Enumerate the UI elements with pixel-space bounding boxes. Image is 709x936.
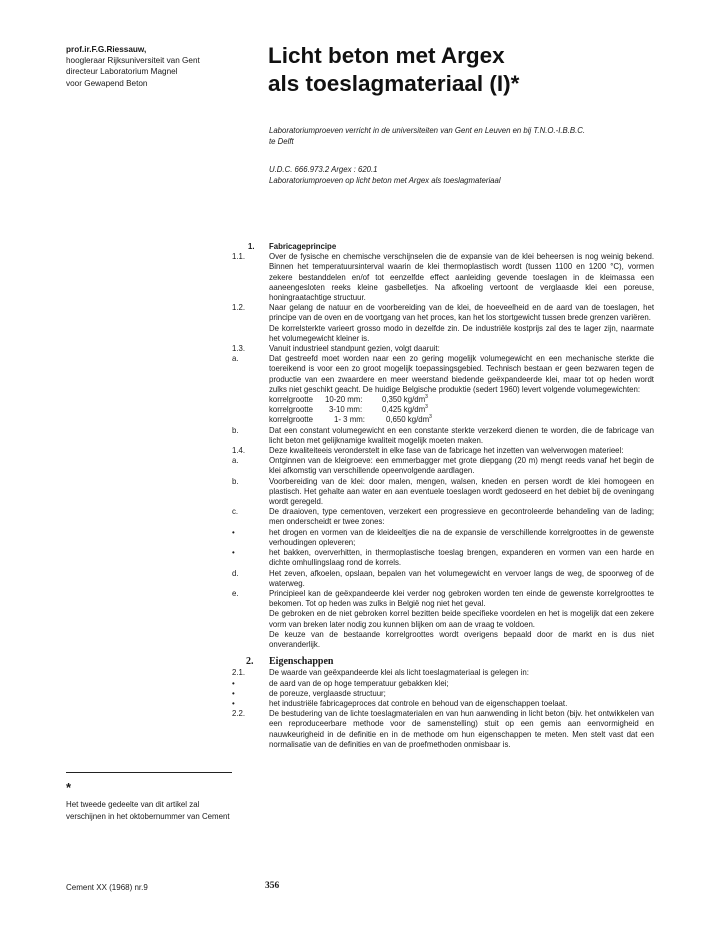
bullet-icon: • xyxy=(232,698,235,708)
section-1-heading xyxy=(232,242,654,252)
list-text: Principieel kan de geëxpandeerde klei verder nog gebroken worden ten einde de gewenste korrelgroottes te bekomen. Tot op heden was zulks in België nog niet het geval. xyxy=(269,588,654,609)
list-text: De draaioven, type cementoven, verzekert een progressieve en gecontroleerde behandeling van de lading; men onderscheidt er twee zones: xyxy=(269,507,654,527)
paragraph-1-1 xyxy=(232,252,654,303)
density-exponent: 3 xyxy=(425,394,428,401)
journal-citation: Cement XX (1968) nr.9 xyxy=(66,883,148,892)
paragraph-text: Deze kwaliteiteeis veronderstelt in elke fase van de fabricage het inzetten van welverwogen materieel: xyxy=(269,446,624,456)
author-affiliation-1: hoogleraar Rijksuniversiteit van Gent xyxy=(66,56,200,66)
list-label: e. xyxy=(232,588,239,598)
density-range: 10-20 mm: xyxy=(325,395,363,405)
udc-description: Laboratoriumproeven op licht beton met Argex als toeslagmateriaal xyxy=(269,176,501,186)
bullet-item-1-4-c-1 xyxy=(232,528,654,548)
paragraph-text: Naar gelang de natuur en de voorbereiding van de klei, de hoeveelheid en de aard van de toeslagen, het principe van de oven en de voortgang van het proces, kan het los stortgewicht tussen brede grenzen variëren. xyxy=(269,303,654,323)
paragraph-text: De waarde van geëxpandeerde klei als licht toeslagmateriaal is gelegen in: xyxy=(269,668,529,678)
paragraph-number: 1.2. xyxy=(232,303,246,313)
udc-code: U.D.C. 666.973.2 Argex : 620.1 xyxy=(269,165,378,174)
section-title: Fabricageprincipe xyxy=(269,242,337,251)
bullet-item-2-1-2 xyxy=(232,689,654,699)
section-number: 1. xyxy=(248,242,255,251)
density-range: 3-10 mm: xyxy=(329,405,363,415)
list-text: het industriële fabricageproces dat controle en behoud van de eigenschappen toelaat. xyxy=(269,698,568,708)
bullet-icon: • xyxy=(232,688,235,698)
article-body xyxy=(232,242,654,750)
list-item-1-4-d xyxy=(232,569,654,589)
bullet-item-1-4-c-2 xyxy=(232,548,654,568)
paragraph-1-3 xyxy=(232,344,654,354)
list-label: a. xyxy=(232,456,239,466)
list-label: b. xyxy=(232,476,239,486)
density-value: 0,350 kg/dm xyxy=(382,395,426,405)
list-item-1-4-c xyxy=(232,507,654,527)
paragraph-number: 1.1. xyxy=(232,252,246,262)
list-text: Voorbereiding van de klei: door malen, mengen, walsen, kneden en persen wordt de klei homogeen en plastisch. Het gehalte aan water en aan eventuele toeslagen wordt gedoseerd en het debiet bij de oveningang wordt geregeld. xyxy=(269,476,654,507)
list-item-1-4-e-continued xyxy=(232,609,654,629)
paragraph-1-4 xyxy=(232,446,654,456)
paragraph-number: 2.2. xyxy=(232,709,246,719)
paragraph-text: Vanuit industrieel standpunt gezien, volgt daaruit: xyxy=(269,344,440,354)
article-title xyxy=(268,42,688,98)
density-range: 1- 3 mm: xyxy=(334,415,365,425)
list-text: Dat gestreefd moet worden naar een zo gering mogelijk volumegewicht en een mechanische sterkte die toereikend is voor een zo groot mogelijk toepassingsgebied. Technisch bestaan er geen bezwaren tegen de productie van een zwaardere en meer weerstand biedende geëxpandeerde klei, maar tot op heden wordt zulks niet geschikt geacht. De huidige Belgische produktie (sedert 1960) levert volgende volumegewichten: xyxy=(269,354,654,394)
list-text: De keuze van de bestaande korrelgroottes wordt overigens bepaald door de markt en is dus niet onveranderlijk. xyxy=(269,629,654,649)
paragraph-1-2-continued xyxy=(232,324,654,344)
author-block xyxy=(66,44,236,89)
bullet-icon: • xyxy=(232,678,235,688)
article-subtitle xyxy=(269,125,679,147)
density-row xyxy=(269,405,654,415)
list-text: het drogen en vormen van de kleideeltjes die na de expansie de verschillende korrelgroottes in de gewenste verhoudingen opleveren; xyxy=(269,527,654,547)
list-item-1-3-b xyxy=(232,426,654,446)
section-2-heading xyxy=(232,657,654,667)
section-title: Eigenschappen xyxy=(269,656,334,668)
title-line-2: als toeslagmateriaal (I)* xyxy=(268,71,520,96)
density-label: korrelgrootte xyxy=(269,415,314,425)
author-name: prof.ir.F.G.Riessauw, xyxy=(66,45,147,54)
author-affiliation-2: directeur Laboratorium Magnel xyxy=(66,67,178,77)
footnote-text: Het tweede gedeelte van dit artikel zal verschijnen in het oktobernummer van Cement xyxy=(66,800,230,821)
subtitle-line-2: te Delft xyxy=(269,137,294,147)
list-item-1-4-a xyxy=(232,456,654,476)
bullet-item-2-1-3 xyxy=(232,699,654,709)
list-label: c. xyxy=(232,507,239,517)
density-label: korrelgrootte xyxy=(269,395,314,405)
bullet-item-2-1-1 xyxy=(232,679,654,689)
list-text: de aard van de op hoge temperatuur gebakken klei; xyxy=(269,678,449,688)
footnote-mark: * xyxy=(66,780,72,795)
list-text: het bakken, oververhitten, in thermoplastische toeslag brengen, expanderen en vormen van een harde en dichte omhullingslaag rond de korrels. xyxy=(269,548,654,568)
paragraph-text: Over de fysische en chemische verschijnselen die de expansie van de klei beheersen is nog weinig bekend. Binnen het temperatuursinterval waarin de klei thermoplastisch wordt (tussen 1100 en 1200 °C), vormen zekere bestanddelen en/of tot eenzelfde effect aanleiding gevende toeslagen in de kleimassa een aaneengesloten reeks kleine gasbelletjes. Na afkoeling vertoont de verglaasde klei een poreuse, honingraatachtige structuur. xyxy=(269,252,654,303)
paragraph-number: 2.1. xyxy=(232,668,246,678)
paragraph-text: De korrelsterkte varieert grosso modo in dezelfde zin. De industriële kostprijs zal des te lager zijn, naarmate het volumegewicht kleiner is. xyxy=(269,323,654,343)
density-row xyxy=(269,415,654,425)
author-affiliation-3: voor Gewapend Beton xyxy=(66,78,148,88)
footnote-divider xyxy=(66,772,232,773)
density-row xyxy=(269,395,654,405)
list-label: a. xyxy=(232,354,239,364)
paragraph-number: 1.4. xyxy=(232,446,246,456)
subtitle-line-1: Laboratoriumproeven verricht in de universiteiten van Gent en Leuven en bij T.N.O.-I.B.B.C. xyxy=(269,126,586,135)
list-item-1-4-b xyxy=(232,477,654,508)
list-text: Ontginnen van de kleigroeve: een emmerbagger met grote diepgang (20 m) mengt reeds vanaf het begin de klei afkomstig van verschillende opeenvolgende aardlagen. xyxy=(269,456,654,476)
list-item-1-3-a xyxy=(232,354,654,425)
list-label: d. xyxy=(232,568,239,578)
paragraph-2-2 xyxy=(232,709,654,750)
density-value: 0,425 kg/dm xyxy=(382,405,426,415)
bullet-icon: • xyxy=(232,527,235,537)
paragraph-2-1 xyxy=(232,668,654,678)
section-number: 2. xyxy=(246,656,254,668)
list-text: Dat een constant volumegewicht en een constante sterkte verzekerd dienen te worden, die de fabricage van licht beton met gelijknamige kwaliteit mogelijk moeten maken. xyxy=(269,425,654,445)
title-line-1: Licht beton met Argex xyxy=(268,43,505,68)
list-text: de poreuze, verglaasde structuur; xyxy=(269,688,386,698)
paragraph-text: De bestudering van de lichte toeslagmaterialen en van hun aanwending in licht beton (bijv. het ontwikkelen van een reproduceerbare methode voor de samenstelling) stuit op een gemis aan eenvormigheid en nauwkeurigheid in de definitie en in de methode om hun eigenschappen te meten. Men stelt vast dat een normalisatie van de definities en van de proefmethoden onmisbaar is. xyxy=(269,709,654,749)
list-item-1-4-e xyxy=(232,589,654,609)
density-exponent: 3 xyxy=(429,414,432,421)
density-exponent: 3 xyxy=(425,404,428,411)
bullet-icon: • xyxy=(232,548,235,558)
list-label: b. xyxy=(232,425,239,435)
list-item-1-4-e-continued-2 xyxy=(232,630,654,650)
list-text: De gebroken en de niet gebroken korrel bezitten beide specifieke voordelen en het is mogelijk dat een zekere vorm van breken later nodig zou kunnen blijken om aan de vraag te voldoen. xyxy=(269,609,654,629)
udc-classification xyxy=(269,164,679,186)
density-label: korrelgrootte xyxy=(269,405,314,415)
list-text: Het zeven, afkoelen, opslaan, bepalen van het volumegewicht en vervoer langs de weg, de spoorweg of de waterweg. xyxy=(269,568,654,588)
page-number: 356 xyxy=(265,881,280,891)
paragraph-1-2 xyxy=(232,303,654,323)
density-value: 0,650 kg/dm xyxy=(386,415,430,425)
paragraph-number: 1.3. xyxy=(232,344,246,354)
